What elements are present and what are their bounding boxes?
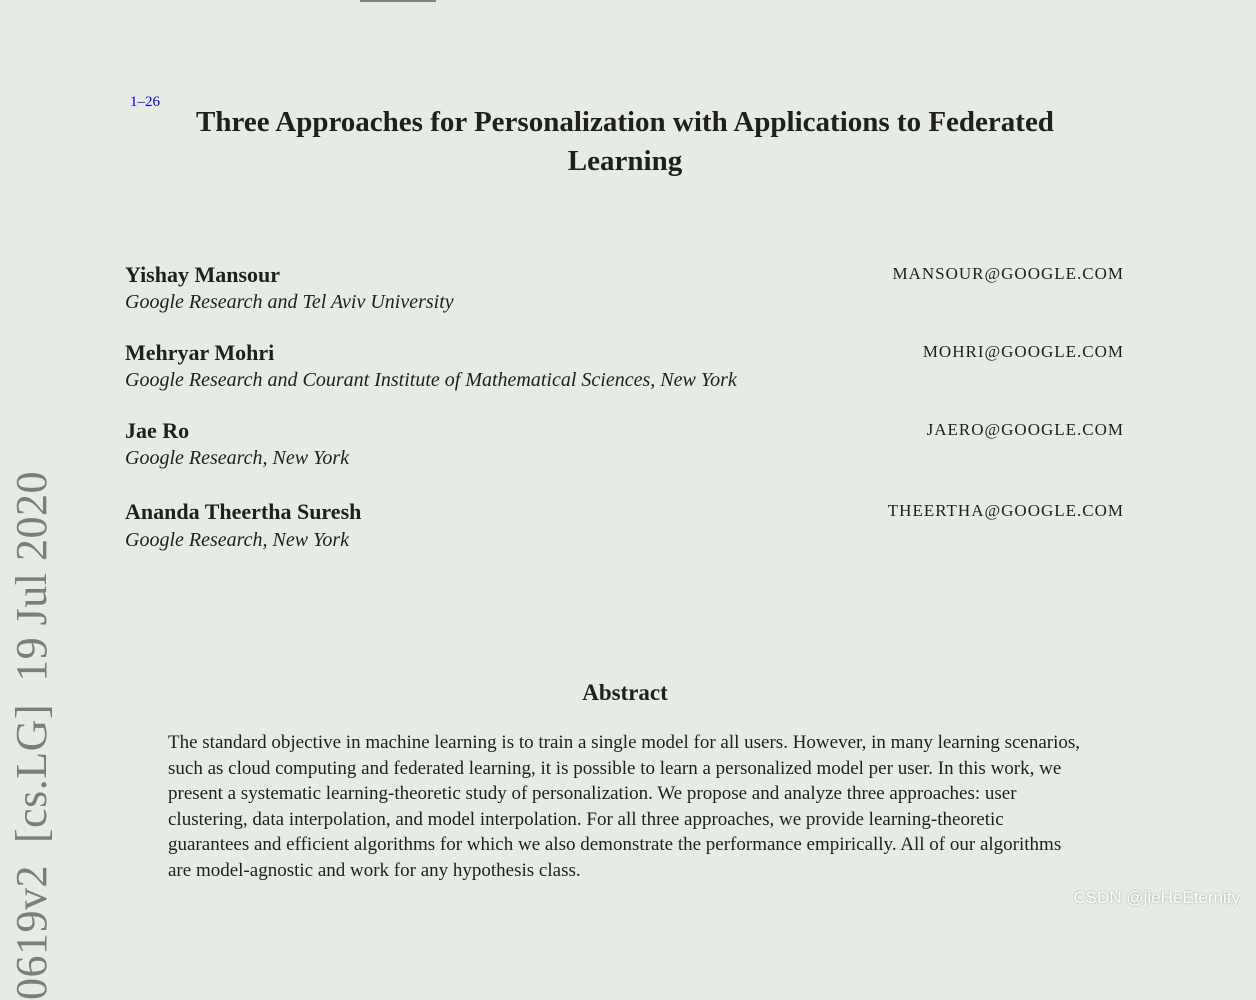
author-name: Ananda Theertha Suresh: [125, 499, 362, 524]
page-range-link[interactable]: 1–26: [130, 94, 160, 110]
author-block: [125, 418, 1125, 478]
author-affiliation: Google Research and Tel Aviv University: [125, 291, 454, 313]
author-affiliation: Google Research, New York: [125, 529, 350, 551]
author-block: [125, 262, 1125, 322]
top-scrollbar-indicator: [360, 0, 436, 2]
author-name: Jae Ro: [125, 418, 190, 443]
arxiv-category: [cs.LG]: [7, 703, 56, 843]
author-name: Yishay Mansour: [125, 262, 281, 287]
paper-title: Three Approaches for Personalization with Applications to Federated Learning: [196, 106, 1054, 177]
arxiv-side-stamp: [6, 449, 57, 1000]
arxiv-id: 0619v2: [7, 865, 56, 1000]
arxiv-date: 19 Jul 2020: [7, 471, 56, 682]
author-affiliation: Google Research and Courant Institute of Mathematical Sciences, New York: [125, 369, 737, 391]
author-block: [125, 340, 1125, 400]
abstract-text: The standard objective in machine learning is to train a single model for all users. However, in many learning scenarios, such as cloud computing and federated learning, it is possible to learn a personalized model per user. In this work, we present a systematic learning-theoretic study of personalization. We propose and analyze three approaches: user clustering, data interpolation, and model interpolation. For all three approaches, we provide learning-theoretic guarantees and efficient algorithms for which we also demonstrate the performance empirically. All of our algorithms are model-agnostic and work for any hypothesis class.: [168, 732, 1081, 881]
author-email: MANSOUR@GOOGLE.COM: [892, 264, 1124, 283]
watermark: CSDN @jieHeEternity: [1073, 888, 1240, 907]
author-email: MOHRI@GOOGLE.COM: [922, 342, 1124, 361]
author-email: JAERO@GOOGLE.COM: [926, 420, 1124, 439]
author-affiliation: Google Research, New York: [125, 447, 350, 469]
author-name: Mehryar Mohri: [125, 340, 275, 365]
author-email: THEERTHA@GOOGLE.COM: [887, 501, 1124, 520]
abstract-heading: Abstract: [582, 680, 668, 705]
author-block: [125, 499, 1125, 559]
